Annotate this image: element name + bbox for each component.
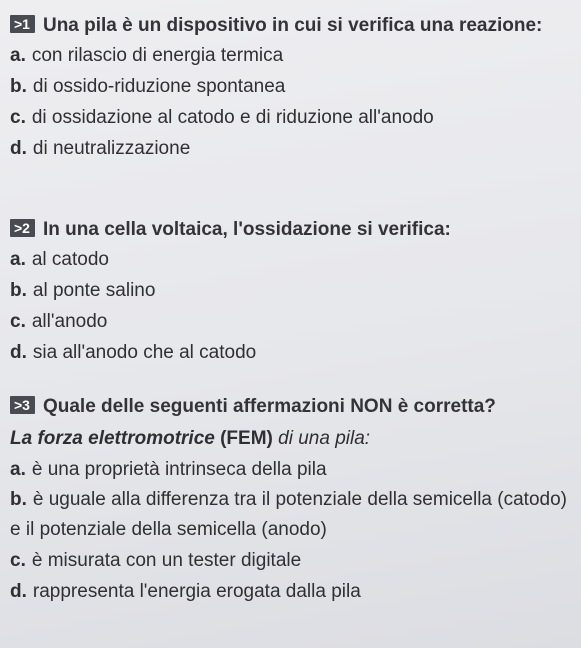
question-2-title: In una cella voltaica, l'ossidazione si verifica: (42, 219, 451, 240)
question-2-option-d[interactable]: d. sia all'anodo che al catodo (10, 342, 257, 363)
question-3-option-a[interactable]: a. è una proprietà intrinseca della pila (10, 459, 327, 480)
question-1-title: Una pila è un dispositivo in cui si verifica una reazione: (42, 15, 543, 36)
question-3-number: >3 (10, 396, 35, 414)
question-3-stem: La forza elettromotrice (FEM) di una pila: (10, 428, 371, 449)
question-1-heading (10, 12, 570, 40)
question-3-option-d[interactable]: d. rappresenta l'energia erogata dalla pila (10, 581, 361, 602)
question-1-option-d[interactable]: d. di neutralizzazione (10, 138, 191, 159)
question-1-number: >1 (10, 15, 35, 33)
question-3-title: Quale delle seguenti affermazioni NON è corretta? (42, 396, 496, 417)
question-3-option-b[interactable]: b. è uguale alla differenza tra il potenziale della semicella (catodo) e il potenziale della semicella (anodo) (10, 489, 567, 540)
question-2-option-a[interactable]: a. al catodo (10, 249, 109, 270)
question-2-heading (10, 216, 570, 244)
question-1 (10, 12, 570, 164)
question-2 (10, 216, 570, 368)
question-3-option-c[interactable]: c. è misurata con un tester digitale (10, 550, 302, 571)
question-3 (10, 393, 570, 607)
question-1-option-b[interactable]: b. di ossido-riduzione spontanea (10, 76, 286, 97)
question-1-option-c[interactable]: c. di ossidazione al catodo e di riduzione all'anodo (10, 107, 434, 128)
question-2-option-b[interactable]: b. al ponte salino (10, 280, 156, 301)
question-1-option-a[interactable]: a. con rilascio di energia termica (10, 45, 284, 66)
question-2-number: >2 (10, 219, 35, 237)
question-3-heading (10, 393, 558, 421)
question-2-option-c[interactable]: c. all'anodo (10, 311, 108, 332)
